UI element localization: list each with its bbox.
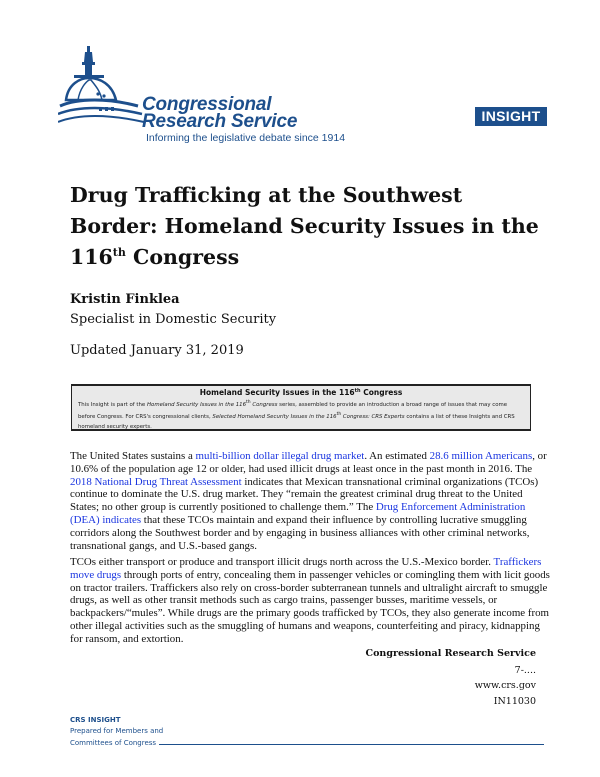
link-drug-market[interactable]: multi-billion dollar illegal drug market <box>195 450 365 462</box>
text: The United States sustains a <box>70 450 196 462</box>
text: through ports of entry, concealing them in passenger vehicles or comingling them with licit goods on tractor trailers. Traffickers also rely on cross-border subterranean tunnels and ultralight aircraft to smuggle drugs, as well as other transit methods such as cargo trains, passenger busses, maritime vessels, or backpackers/“mules”. While drugs are the primary goods trafficked by TCOs, they also generate income from other illegal activities such as the smuggling of humans and weapons, counterfeiting and piracy, kidnapping for ransom, and extortion. <box>70 568 550 645</box>
series-title-end: Congress <box>360 388 403 397</box>
insight-badge: INSIGHT <box>475 107 547 126</box>
capitol-dome-icon <box>58 44 148 144</box>
text: , or 10.6% of the population age 12 or older, had used illicit drugs at least once in the past month in 2016. The <box>70 450 547 475</box>
series-text: series, assembled to provide an introduction a broad range of issues that may come before Congress. For CRS's congressional clients, <box>78 401 508 420</box>
series-info-box <box>71 384 531 431</box>
series-title-text: Homeland Security Issues in the 116 <box>199 388 355 397</box>
product-id: IN11030 <box>493 696 536 707</box>
crs-logo <box>58 44 358 144</box>
logo-name-line2: Research Service <box>142 111 298 132</box>
series-box-text <box>78 398 524 432</box>
footer-brand: CRS INSIGHT <box>70 716 121 724</box>
text: . An estimated <box>364 450 430 462</box>
body-paragraph-2 <box>70 556 550 646</box>
logo-tagline: Informing the legislative debate since 1914 <box>146 132 346 144</box>
author-role: Specialist in Domestic Security <box>70 312 277 327</box>
series-name-end: Congress <box>250 401 278 408</box>
link-28-6-million[interactable]: 28.6 million Americans <box>429 450 533 462</box>
footer-line-2: Committees of Congress <box>70 739 157 747</box>
series-box-title <box>78 388 524 398</box>
series-sup: th <box>246 400 251 405</box>
link-traffickers-move-drugs[interactable]: Traffickers move drugs <box>70 556 542 581</box>
footer-line-1: Prepared for Members and <box>70 727 164 735</box>
series-text: This Insight is part of the <box>78 401 147 408</box>
experts-list-end: Congress: CRS Experts <box>341 413 405 420</box>
text: TCOs either transport or produce and transport illicit drugs north across the U.S.-Mexico border. <box>70 556 494 568</box>
title-text: Drug Trafficking at the Southwest Border: Homeland Security Issues in the 116 <box>70 183 539 269</box>
document-title <box>70 180 540 273</box>
body-paragraph-1 <box>70 450 550 552</box>
experts-list-link[interactable]: Selected Homeland Security Issues in the 116 <box>212 413 337 420</box>
footer-divider <box>159 744 544 745</box>
link-ndta-2018[interactable]: 2018 National Drug Threat Assessment <box>70 475 242 488</box>
author-name: Kristin Finklea <box>70 292 180 307</box>
link-dea-indicates[interactable]: Drug Enforcement Administration (DEA) indicates <box>70 501 526 526</box>
signature-website[interactable]: www.crs.gov <box>474 680 536 691</box>
signature-phone: 7-.... <box>514 665 536 676</box>
title-superscript: th <box>112 246 126 259</box>
series-text: contains a list of these Insights and CRS homeland security experts. <box>78 413 515 430</box>
series-name-link[interactable]: Homeland Security Issues in the 116 <box>146 401 247 408</box>
logo-wordmark <box>142 96 297 130</box>
series-sup: th <box>336 411 342 417</box>
text: that these TCOs maintain and expand their influence by controlling lucrative smuggling corridors along the Southwest border and by engaging in business alliances with other criminal networks, transnational gangs, and U.S.-based gangs. <box>70 513 530 552</box>
series-title-sup: th <box>354 388 361 394</box>
signature-org: Congressional Research Service <box>365 648 536 659</box>
title-text-end: Congress <box>125 245 240 269</box>
text: indicates that Mexican transnational criminal organizations (TCOs) continue to dominate the U.S. drug market. They “remain the greatest criminal drug threat to the United States; no other group is currently positioned to challenge them.” The <box>70 475 539 514</box>
updated-date: Updated January 31, 2019 <box>70 343 244 358</box>
logo-name-line1: Congressional <box>142 94 272 115</box>
